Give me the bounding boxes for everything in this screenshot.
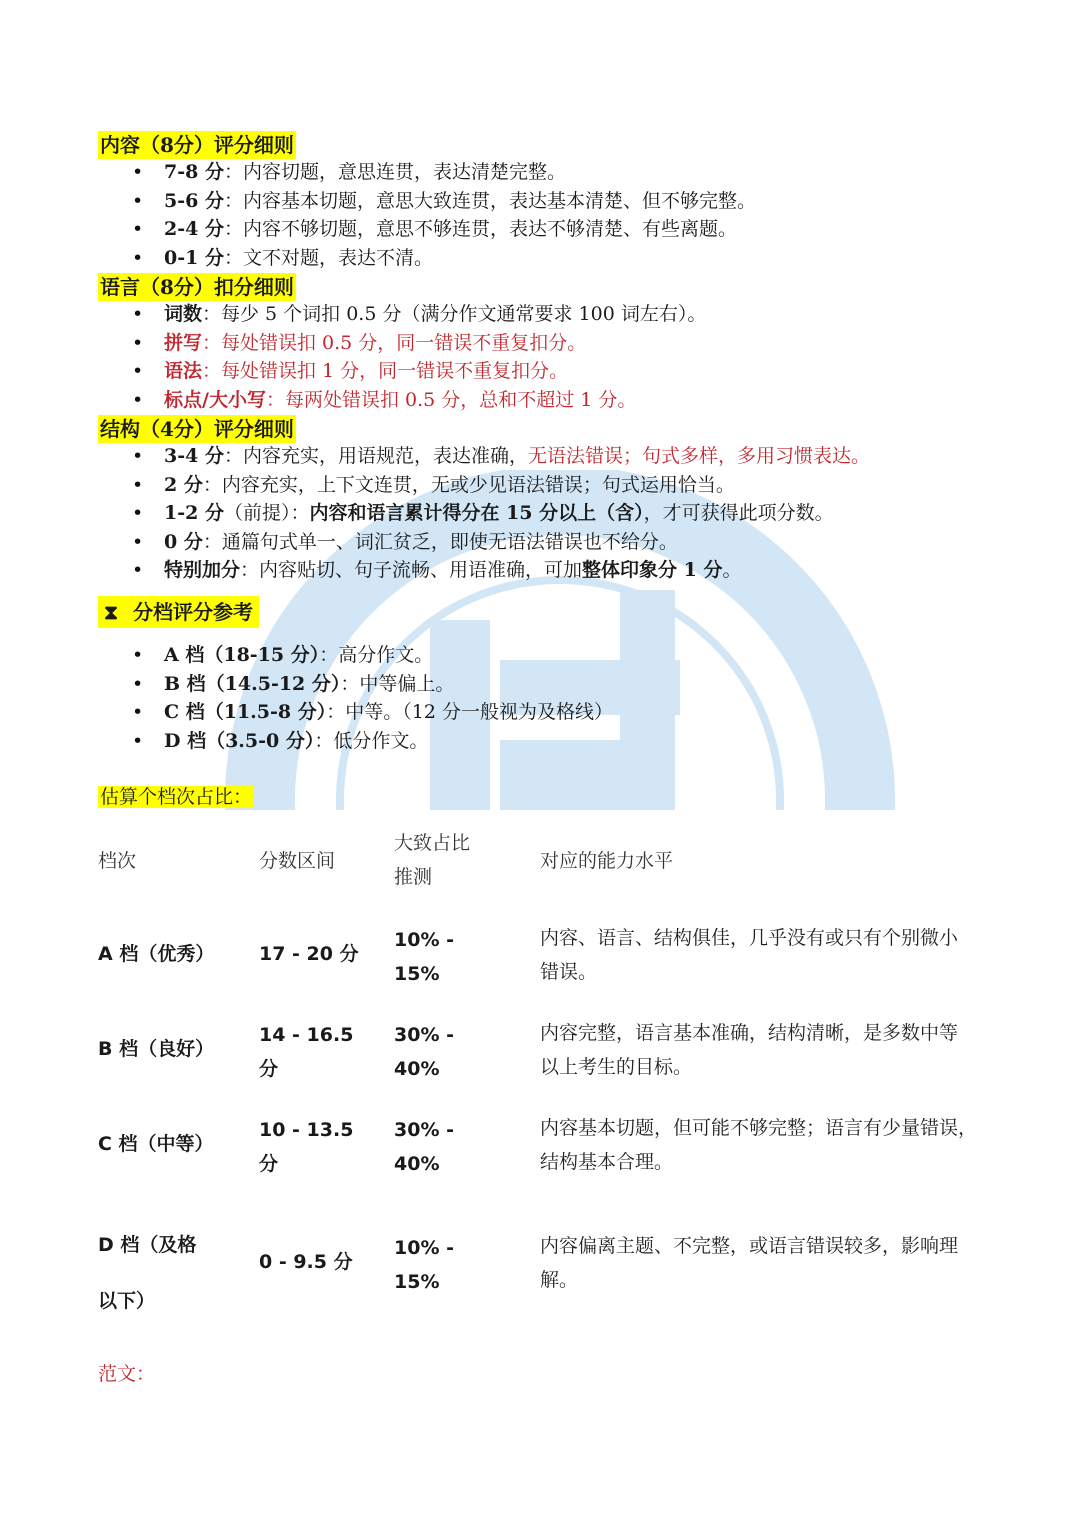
structure-criteria-list xyxy=(164,442,870,585)
list-item: • 2 分：内容充实，上下文连贯，无或少见语法错误；句式运用恰当。 xyxy=(164,471,870,500)
hourglass-icon: ⧗ xyxy=(104,600,119,624)
list-item: • 标点/大小写：每两处错误扣 0.5 分，总和不超过 1 分。 xyxy=(164,386,706,415)
list-item: • 5-6 分：内容基本切题，意思大致连贯，表达基本清楚、但不够完整。 xyxy=(164,187,756,216)
structure-section-heading: 结构（4分）评分细则 xyxy=(100,417,294,441)
list-item: • D 档（3.5-0 分）：低分作文。 xyxy=(164,727,613,756)
list-item: • 语法：每处错误扣 1 分，同一错误不重复扣分。 xyxy=(164,357,706,386)
table-header-ability: 对应的能力水平 xyxy=(540,850,674,872)
table-header-percent: 大致占比 推测 xyxy=(394,832,471,888)
table-row-c-grade: C 档（中等） xyxy=(98,1133,214,1155)
table-row-a-grade: A 档（优秀） xyxy=(98,943,215,965)
list-item: • 词数：每少 5 个词扣 0.5 分（满分作文通常要求 100 词左右）。 xyxy=(164,300,706,329)
content-criteria-list xyxy=(164,158,756,272)
list-item: • B 档（14.5-12 分）：中等偏上。 xyxy=(164,670,613,699)
table-row-c-percent: 30% - 40% xyxy=(394,1119,454,1175)
language-section-heading: 语言（8分）扣分细则 xyxy=(100,275,294,299)
list-item: • 1-2 分（前提）：内容和语言累计得分在 15 分以上（含），才可获得此项分数。 xyxy=(164,499,870,528)
list-item: • 0-1 分：文不对题，表达不清。 xyxy=(164,244,756,273)
content-section-heading: 内容（8分）评分细则 xyxy=(100,133,294,157)
table-row-b-range: 14 - 16.5 分 xyxy=(259,1024,354,1080)
language-criteria-list xyxy=(164,300,706,414)
estimate-heading: 估算个档次占比： xyxy=(100,786,253,808)
table-header-grade: 档次 xyxy=(98,850,137,872)
table-row-d-range: 0 - 9.5 分 xyxy=(259,1251,353,1273)
table-row-a-range: 17 - 20 分 xyxy=(259,943,359,965)
list-item: • 0 分：通篇句式单一、词汇贫乏，即使无语法错误也不给分。 xyxy=(164,528,870,557)
list-item: • 特别加分：内容贴切、句子流畅、用语准确，可加整体印象分 1 分。 xyxy=(164,556,870,585)
list-item: • 拼写：每处错误扣 0.5 分，同一错误不重复扣分。 xyxy=(164,329,706,358)
list-item: • 7-8 分：内容切题，意思连贯，表达清楚完整。 xyxy=(164,158,756,187)
table-row-a-desc: 内容、语言、结构俱佳，几乎没有或只有个别微小 错误。 xyxy=(540,927,959,983)
table-row-d-grade: D 档（及格 以下） xyxy=(98,1234,197,1312)
table-row-c-range: 10 - 13.5 分 xyxy=(259,1119,354,1175)
table-row-a-percent: 10% - 15% xyxy=(394,929,454,985)
table-row-d-percent: 10% - 15% xyxy=(394,1237,454,1293)
list-item: • A 档（18-15 分）：高分作文。 xyxy=(164,641,613,670)
list-item: • 2-4 分：内容不够切题，意思不够连贯，表达不够清楚、有些离题。 xyxy=(164,215,756,244)
table-row-d-desc: 内容偏离主题、不完整，或语言错误较多，影响理 解。 xyxy=(540,1235,959,1291)
table-row-b-percent: 30% - 40% xyxy=(394,1024,454,1080)
table-row-b-grade: B 档（良好） xyxy=(98,1038,215,1060)
list-item: • 3-4 分：内容充实，用语规范，表达准确，无语法错误；句式多样，多用习惯表达。 xyxy=(164,442,870,471)
list-item: • C 档（11.5-8 分）：中等。（12 分一般视为及格线） xyxy=(164,698,613,727)
grade-reference-list xyxy=(164,641,613,755)
table-header-range: 分数区间 xyxy=(259,850,336,872)
sample-essay-heading: 范文： xyxy=(98,1363,156,1385)
table-row-b-desc: 内容完整，语言基本准确，结构清晰，是多数中等 以上考生的目标。 xyxy=(540,1022,959,1078)
table-row-c-desc: 内容基本切题，但可能不够完整；语言有少量错误， 结构基本合理。 xyxy=(540,1117,978,1173)
grade-reference-heading: ⧗ 分档评分参考 xyxy=(98,596,259,628)
